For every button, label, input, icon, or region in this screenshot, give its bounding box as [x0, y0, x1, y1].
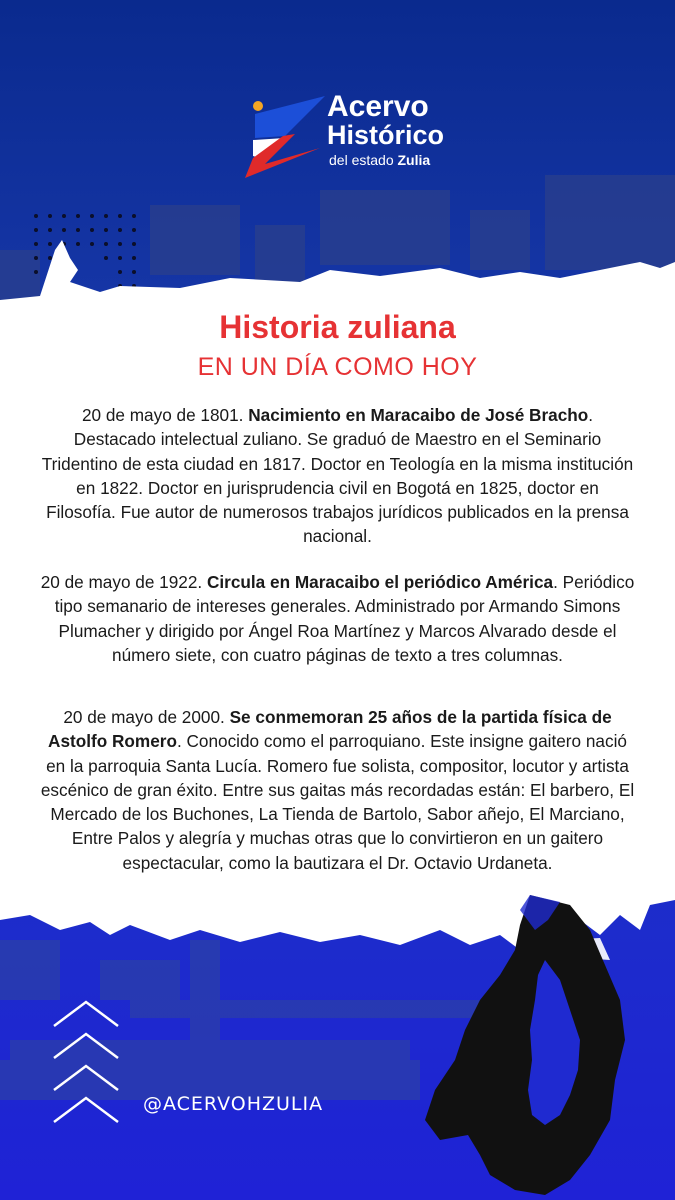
logo-line1: Acervo	[327, 90, 429, 123]
logo-line2: Histórico	[327, 120, 445, 150]
history-entry-3: 20 de mayo de 2000. Se conmemoran 25 años de la partida física de Astolfo Romero. Conocido como el parroquiano. Este insigne gaitero nació en la parroquia Santa Lucía. Romero fue solista, compositor, locutor y artista escénico de gran éxito. Entre sus gaitas más recordadas están: El barbero, El Mercado de los Buchones, La Tienda de Bartolo, Sabor añejo, El Marciano, Entre Palos y alegría y muchas otras que lo convirtieron en un gaitero espectacular, como la bautizara el Dr. Octavio Urdaneta.	[40, 707, 635, 873]
logo	[225, 86, 465, 186]
logo-mark-icon	[225, 86, 335, 186]
page-subtitle: EN UN DÍA COMO HOY	[197, 353, 478, 381]
history-entry-2: 20 de mayo de 1922. Circula en Maracaibo el periódico América. Periódico tipo semanario de intereses generales. Administrado por Armando Simons Plumacher y dirigido por Ángel Roa Martínez y Marcos Alvarado desde el número siete, con cuatro páginas de texto a tres columnas.	[40, 572, 635, 665]
chevron-up-icon	[50, 996, 122, 1146]
page-title: Historia zuliana	[219, 309, 456, 345]
logo-line3: del estado Zulia	[329, 152, 431, 168]
history-entry-1: 20 de mayo de 1801. Nacimiento en Maracaibo de José Bracho. Destacado intelectual zuliano. Se graduó de Maestro en el Seminario Tridentino de esta ciudad en 1817. Doctor en Teología en la misma institución en 1822. Doctor en jurisprudencia civil en Bogotá en 1825, doctor en Filosofía. Fue autor de numerosos trabajos jurídicos publicados en la prensa nacional.	[41, 405, 634, 547]
zulia-map-icon	[420, 890, 635, 1200]
social-handle: @ACERVOHZULIA	[143, 1093, 324, 1115]
